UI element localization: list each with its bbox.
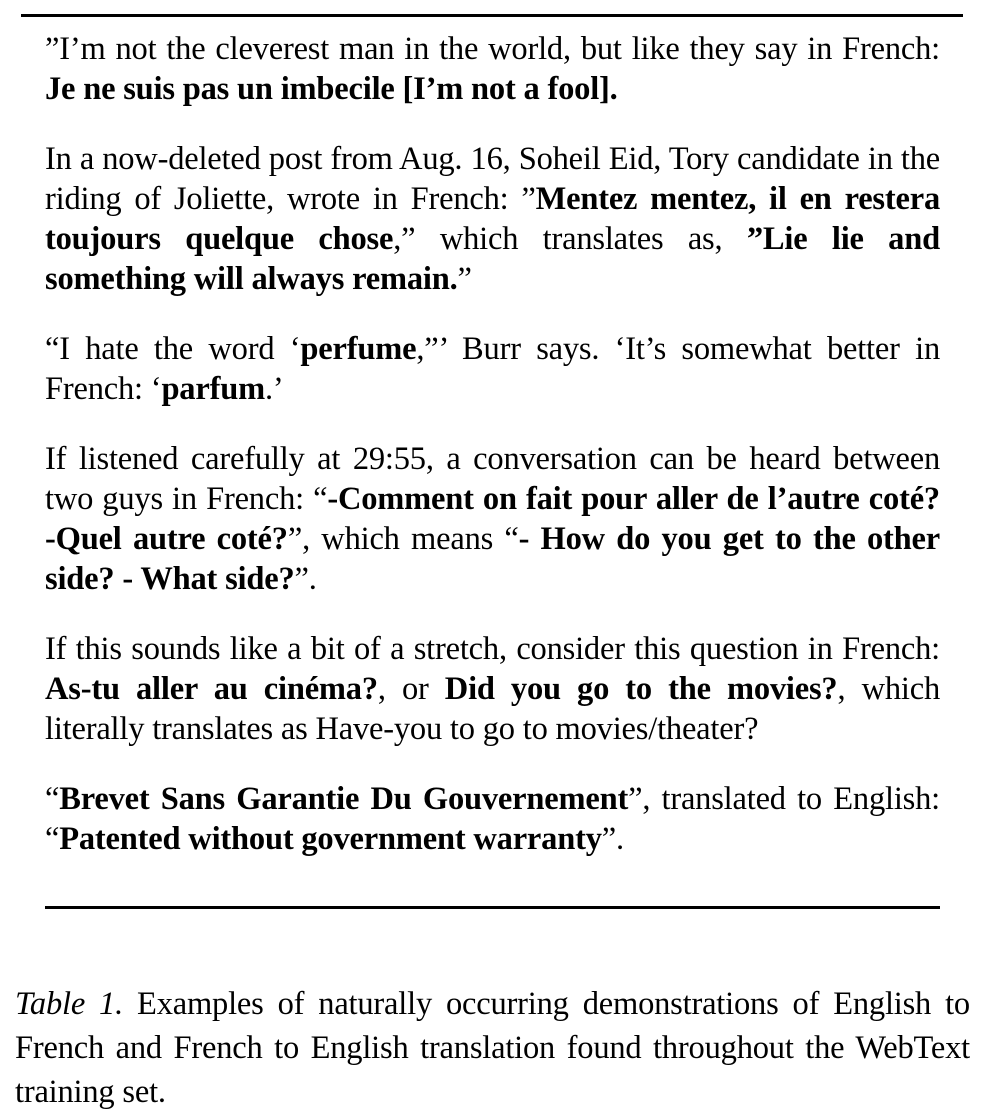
example-2-text: ,” which translates as, <box>393 221 747 257</box>
example-5-french: As-tu aller au cinéma? <box>45 671 378 707</box>
table-caption <box>15 982 970 1114</box>
example-3-text: “I hate the word ‘ <box>45 331 301 367</box>
example-2-french: Mentez mentez, il en restera toujours quelque chose <box>45 181 940 257</box>
example-6-text: ”, translated to English: “ <box>45 781 940 857</box>
example-2-english: ”Lie lie and something will always remain. <box>45 221 940 297</box>
example-5-text: If this sounds like a bit of a stretch, consider this question in French: <box>45 631 940 667</box>
table-bottom-rule <box>45 906 940 909</box>
example-4-text: ”. <box>294 561 317 597</box>
example-6-french: Brevet Sans Garantie Du Gouvernement <box>59 781 629 817</box>
example-3-french: parfum <box>161 371 265 407</box>
translation-examples-table <box>45 29 940 859</box>
example-1 <box>45 29 940 109</box>
example-2-text: ” <box>457 261 472 297</box>
example-5-text: , or <box>377 671 445 707</box>
example-6-text: “ <box>45 781 60 817</box>
example-6-english: Patented without government warranty <box>59 821 602 857</box>
example-4 <box>45 439 940 599</box>
example-2-text: In a now-deleted post from Aug. 16, Soheil Eid, Tory candidate in the riding of Joliette, wrote in French: ” <box>45 141 940 217</box>
example-5-text: , which literally translates as Have-you to go to movies/theater? <box>45 671 940 747</box>
table-top-rule <box>21 14 963 17</box>
caption-label: Table 1. <box>15 986 124 1022</box>
example-4-text: If listened carefully at 29:55, a conversation can be heard between two guys in French: “ <box>45 441 940 517</box>
example-3-english: perfume <box>300 331 417 367</box>
example-3 <box>45 329 940 409</box>
example-3-text: .’ <box>264 371 284 407</box>
example-4-english: - How do you get to the other side? - What side? <box>45 521 940 597</box>
example-3-text: ,”’ Burr says. ‘It’s somewhat better in French: ‘ <box>45 331 940 407</box>
example-1-french: Je ne suis pas un imbecile [I’m not a fool]. <box>45 71 618 107</box>
example-5 <box>45 629 940 749</box>
example-4-french: -Comment on fait pour aller de l’autre coté? -Quel autre coté? <box>45 481 940 557</box>
example-5-english: Did you go to the movies? <box>444 671 838 707</box>
example-1-text: ”I’m not the cleverest man in the world, but like they say in French: <box>45 31 940 67</box>
example-2 <box>45 139 940 299</box>
example-6-text: ”. <box>601 821 624 857</box>
caption-text: Examples of naturally occurring demonstrations of English to French and French to English translation found throughout the WebText training set. <box>15 986 970 1110</box>
example-4-text: ”, which means “ <box>287 521 519 557</box>
example-6 <box>45 779 940 859</box>
